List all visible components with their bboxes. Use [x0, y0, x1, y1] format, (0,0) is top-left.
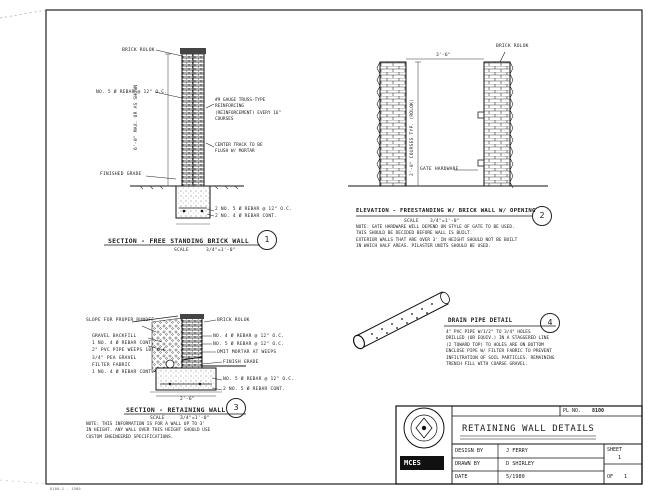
scale-label-2: SCALE	[404, 219, 419, 224]
design-by-label: DESIGN BY	[455, 448, 484, 454]
drain-note-line: 4" PVC PIPE W/1/2" TO 3/4" HOLES	[446, 330, 531, 335]
detail-number-2: 2	[532, 206, 552, 226]
label-center-track-1: CENTER TRACK TO BE FLUSH W/ MORTAR	[215, 143, 263, 155]
drawn-by: D SHIRLEY	[506, 461, 535, 467]
plan-no-label: PL NO.	[563, 408, 582, 414]
label-rowlock-3: BRICK ROLOK	[217, 318, 250, 323]
sheet-no: 1	[618, 455, 622, 461]
design-by: J FERRY	[506, 448, 528, 454]
elevation-note-line: IN WHICH HALF AREAS. PILASTER UNITS SHOULD BE USED.	[356, 244, 491, 250]
scale-label-3: SCALE	[150, 416, 165, 421]
date-label: DATE	[455, 474, 468, 480]
label-slope: SLOPE FOR PROPER RUNOFF	[86, 318, 155, 323]
title-detail-3: SECTION - RETAINING WALL	[126, 406, 226, 414]
retaining-note-line: IN HEIGHT. ANY WALL OVER THIS HEIGHT SHOULD USE	[86, 428, 211, 434]
scale-value-3: 3/4"=1'-0"	[180, 416, 210, 421]
label-filter-fabric: FILTER FABRIC	[92, 363, 131, 368]
label-footing-bars-1: 2 NO. 5 Ø REBAR @ 12" O.C.	[215, 207, 293, 212]
retaining-note-line: CUSTOM ENGINEERED SPECIFICATIONS.	[86, 434, 174, 440]
detail-number-1: 1	[257, 230, 277, 250]
sheet-total: 1	[624, 474, 628, 480]
retaining-notes	[86, 422, 210, 441]
drain-notes	[446, 330, 554, 368]
label-weep: 2" PVC PIPE WEEPS 10' O.C.	[92, 348, 170, 353]
plan-no: 8100	[592, 408, 605, 414]
label-dim-bottom-3: 2'-6"	[180, 397, 195, 402]
drain-note-line: TRENCH FILL WITH COARSE GRAVEL.	[446, 362, 528, 368]
label-pipe-drain: 1 NO. 4 Ø REBAR CONT.	[92, 370, 155, 375]
drain-note-line: DRILLED (OR EQUIV.) IN A STAGGERED LINE	[446, 336, 550, 342]
label-rebar-b-3: NO. 5 Ø REBAR @ 12" O.C.	[213, 342, 285, 347]
title-detail-4: DRAIN PIPE DETAIL	[448, 318, 513, 324]
label-finish-grade-3: FINISH GRADE	[223, 360, 259, 365]
drain-note-line: INFILTRATION OF SOIL PARTICLES. REMAINING	[446, 355, 555, 361]
label-footing-cont-1: 2 NO. 4 Ø REBAR CONT.	[215, 214, 278, 219]
detail-1-wall-section	[130, 48, 244, 224]
title-detail-1: SECTION - FREE STANDING BRICK WALL	[108, 237, 250, 245]
label-mortar: OMIT MORTAR AT WEEPS	[217, 350, 277, 355]
mces-logo: MCES	[404, 459, 421, 467]
label-brick-rowlock-2: BRICK ROLOK	[496, 44, 529, 49]
label-height-1: 6'-0" MAX. OR AS SHOWN	[134, 84, 139, 150]
drain-note-line: (2 TOWARD TOP) TO HOLES ARE ON BOTTOM	[446, 342, 544, 348]
retaining-note-line: NOTE: THIS INFORMATION IS FOR A WALL UP TO 3'	[86, 422, 205, 427]
label-footing-b-3: 2 NO. 5 Ø REBAR CONT.	[223, 387, 286, 392]
scale-label-1: SCALE	[174, 248, 189, 253]
label-brick-rowlock-1: BRICK ROLOK	[122, 48, 155, 53]
title-detail-2: ELEVATION - FREESTANDING W/ BRICK WALL W/ OPENING	[356, 208, 536, 214]
drain-note-line: ENCLOSE PIPE W/ FILTER FABRIC TO PREVENT	[446, 349, 552, 355]
detail-2-elevation	[348, 52, 548, 216]
detail-number-4: 4	[540, 313, 560, 333]
label-rebar-cont-3: 1 NO. 4 Ø REBAR CONT.	[92, 341, 155, 346]
detail-number-3: 3	[226, 398, 246, 418]
label-height-2: 2'-0" COURSES TYP. (ROLOK)	[410, 98, 415, 176]
scale-value-2: 3/4"=1'-0"	[430, 219, 460, 224]
of-label: OF	[607, 474, 614, 480]
label-rebar-a-3: NO. 4 Ø REBAR @ 12" O.C.	[213, 334, 285, 339]
label-dim-top-2: 3'-6"	[436, 53, 451, 58]
label-footing-a-3: NO. 5 Ø REBAR @ 12" O.C.	[223, 377, 295, 382]
label-finished-grade-1: FINISHED GRADE	[100, 172, 142, 177]
label-backfill: GRAVEL BACKFILL	[92, 334, 137, 339]
drawn-by-label: DRAWN BY	[455, 461, 480, 467]
label-rebar-1: NO. 5 Ø REBAR @ 12" O.C.	[96, 90, 168, 95]
footer-code: 8100-1 - 1980	[50, 487, 81, 491]
elevation-note-line: THIS SHOULD BE DECIDED BEFORE WALL IS BUILT.	[356, 231, 473, 237]
label-ties-1: #9 GAUGE TRUSS-TYPE REINFORCING (REINFORCEMENT) EVERY 16" COURSES	[215, 98, 282, 123]
label-gravel-drain: 3/4" PEA GRAVEL	[92, 356, 137, 361]
elevation-notes	[356, 225, 517, 251]
sheet-label: SHEET	[607, 447, 623, 453]
elevation-note-line: EXTERIOR WALLS THAT ARE OVER 3' IN HEIGHT SHOULD NOT BE BUILT	[356, 237, 518, 243]
scale-value-1: 3/4"=1'-0"	[206, 248, 236, 253]
date-value: 5/1980	[506, 474, 525, 480]
elevation-note-line: NOTE: GATE HARDWARE WILL DEPEND ON STYLE OF GATE TO BE USED.	[356, 225, 515, 230]
label-gate-hardware: GATE HARDWARE	[420, 167, 459, 172]
university-seal	[404, 408, 444, 448]
drawing-title: RETAINING WALL DETAILS	[462, 424, 595, 434]
